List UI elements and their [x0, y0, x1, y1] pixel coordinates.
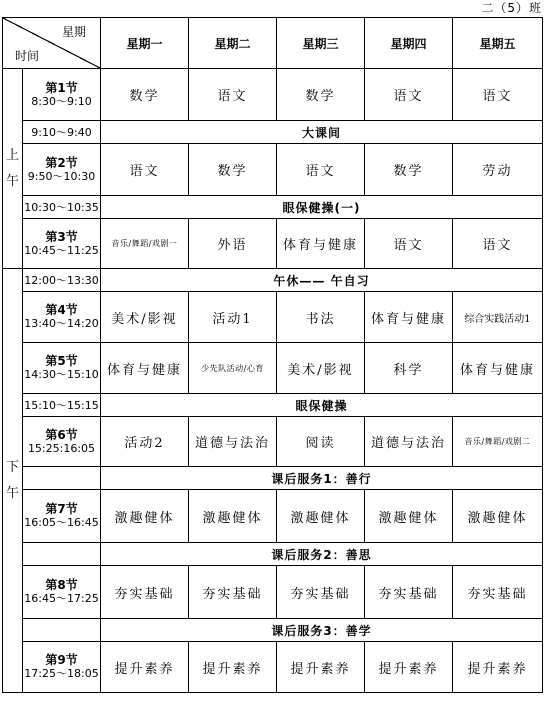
time-cell: 9:10～9:40 [23, 121, 101, 144]
subject-cell: 数学 [277, 69, 365, 121]
subject-cell: 阅读 [277, 417, 365, 467]
period-time: 16:05～16:45 [24, 516, 99, 529]
break-activity: 课后服务3：善学 [101, 619, 543, 642]
schedule-row [3, 144, 543, 196]
subject-cell: 美术/影视 [101, 292, 189, 343]
time-cell: 12:00～13:30 [23, 269, 101, 292]
subject-cell: 体育与健康 [277, 219, 365, 269]
period-time: 9:50～10:30 [27, 169, 96, 183]
schedule-row [3, 566, 543, 619]
subject-cell: 激趣健体 [277, 490, 365, 543]
time-cell: 15:10～15:15 [23, 394, 101, 417]
time-cell [23, 343, 101, 394]
section-text: 下 午 [5, 459, 19, 501]
schedule-row [3, 269, 543, 292]
subject-cell: 夯实基础 [189, 566, 277, 619]
subject-cell: 提升素养 [453, 642, 543, 693]
corner-time-label: 时间 [15, 49, 40, 63]
period-time: 10:45～11:25 [24, 243, 99, 257]
time-cell [23, 543, 101, 566]
subject-cell: 夯实基础 [101, 566, 189, 619]
schedule-row [3, 219, 543, 269]
subject-cell: 少先队活动/心育 [189, 343, 277, 394]
subject-cell: 道德与法治 [189, 417, 277, 467]
day-header: 星期一 [101, 18, 189, 69]
subject-cell: 语文 [453, 219, 543, 269]
schedule-row [3, 121, 543, 144]
time-cell [23, 144, 101, 196]
time-cell [23, 69, 101, 121]
subject-cell: 提升素养 [277, 642, 365, 693]
subject-cell: 体育与健康 [453, 343, 543, 394]
schedule-row [3, 543, 543, 566]
time-cell [23, 467, 101, 490]
subject-cell: 语文 [277, 144, 365, 196]
subject-cell: 提升素养 [365, 642, 453, 693]
subject-cell: 道德与法治 [365, 417, 453, 467]
subject-cell: 提升素养 [189, 642, 277, 693]
subject-cell: 激趣健体 [453, 490, 543, 543]
subject-cell: 激趣健体 [189, 490, 277, 543]
schedule-row [3, 642, 543, 693]
subject-cell: 书法 [277, 292, 365, 343]
subject-cell: 体育与健康 [101, 343, 189, 394]
break-activity: 眼保健操 [101, 394, 543, 417]
subject-cell: 活动2 [101, 417, 189, 467]
subject-cell: 体育与健康 [365, 292, 453, 343]
day-header: 星期四 [365, 18, 453, 69]
subject-cell: 语文 [101, 144, 189, 196]
subject-cell: 语文 [189, 69, 277, 121]
break-activity: 课后服务2：善思 [101, 543, 543, 566]
morning-section-label [3, 69, 23, 269]
subject-cell: 数学 [189, 144, 277, 196]
period-number: 第9节 [45, 653, 78, 667]
time-cell [23, 417, 101, 467]
subject-cell: 语文 [365, 219, 453, 269]
subject-cell: 激趣健体 [101, 490, 189, 543]
period-number: 第2节 [45, 155, 78, 170]
break-activity: 大课间 [101, 121, 543, 144]
subject-cell: 夯实基础 [365, 566, 453, 619]
schedule-row [3, 394, 543, 417]
section-text: 上 午 [5, 147, 19, 189]
period-number: 第5节 [45, 354, 78, 368]
schedule-row [3, 69, 543, 121]
period-time: 8:30～9:10 [31, 94, 92, 108]
header-row [3, 18, 543, 69]
schedule-row [3, 619, 543, 642]
period-time: 15:25:16:05 [27, 441, 96, 455]
schedule-row [3, 196, 543, 219]
subject-cell: 劳动 [453, 144, 543, 196]
subject-cell: 综合实践活动1 [453, 292, 543, 343]
subject-cell: 外语 [189, 219, 277, 269]
day-header: 星期五 [453, 18, 543, 69]
schedule-row [3, 467, 543, 490]
time-cell: 10:30～10:35 [23, 196, 101, 219]
period-number: 第1节 [45, 80, 78, 95]
corner-cell [3, 18, 101, 69]
subject-cell: 科学 [365, 343, 453, 394]
time-cell [23, 292, 101, 343]
time-cell [23, 566, 101, 619]
class-label: 二（5）班 [481, 1, 542, 15]
period-number: 第3节 [45, 229, 78, 244]
period-number: 第4节 [45, 303, 78, 317]
subject-cell: 音乐/舞蹈/戏剧二 [453, 417, 543, 467]
day-header: 星期三 [277, 18, 365, 69]
subject-cell: 夯实基础 [277, 566, 365, 619]
period-time: 16:45～17:25 [24, 592, 99, 605]
time-cell [23, 490, 101, 543]
subject-cell: 数学 [365, 144, 453, 196]
subject-cell: 音乐/舞蹈/戏剧一 [101, 219, 189, 269]
subject-cell: 活动1 [189, 292, 277, 343]
afternoon-section-label [3, 269, 23, 693]
time-cell [23, 619, 101, 642]
period-number: 第7节 [45, 502, 78, 516]
subject-cell: 数学 [101, 69, 189, 121]
subject-cell: 语文 [365, 69, 453, 121]
subject-cell: 提升素养 [101, 642, 189, 693]
schedule-row [3, 292, 543, 343]
break-activity: 午休—— 午自习 [101, 269, 543, 292]
time-cell [23, 219, 101, 269]
corner-weekday-label: 星期 [61, 25, 86, 39]
period-time: 13:40～14:20 [24, 317, 99, 330]
period-time: 17:25～18:05 [24, 667, 99, 680]
period-number: 第6节 [45, 427, 78, 442]
timetable [2, 17, 543, 693]
schedule-row [3, 490, 543, 543]
schedule-row [3, 417, 543, 467]
day-header: 星期二 [189, 18, 277, 69]
break-activity: 课后服务1：善行 [101, 467, 543, 490]
time-cell [23, 642, 101, 693]
subject-cell: 夯实基础 [453, 566, 543, 619]
subject-cell: 美术/影视 [277, 343, 365, 394]
period-number: 第8节 [45, 578, 78, 592]
subject-cell: 激趣健体 [365, 490, 453, 543]
period-time: 14:30～15:10 [24, 368, 99, 381]
subject-cell: 语文 [453, 69, 543, 121]
schedule-row [3, 343, 543, 394]
break-activity: 眼保健操(一) [101, 196, 543, 219]
